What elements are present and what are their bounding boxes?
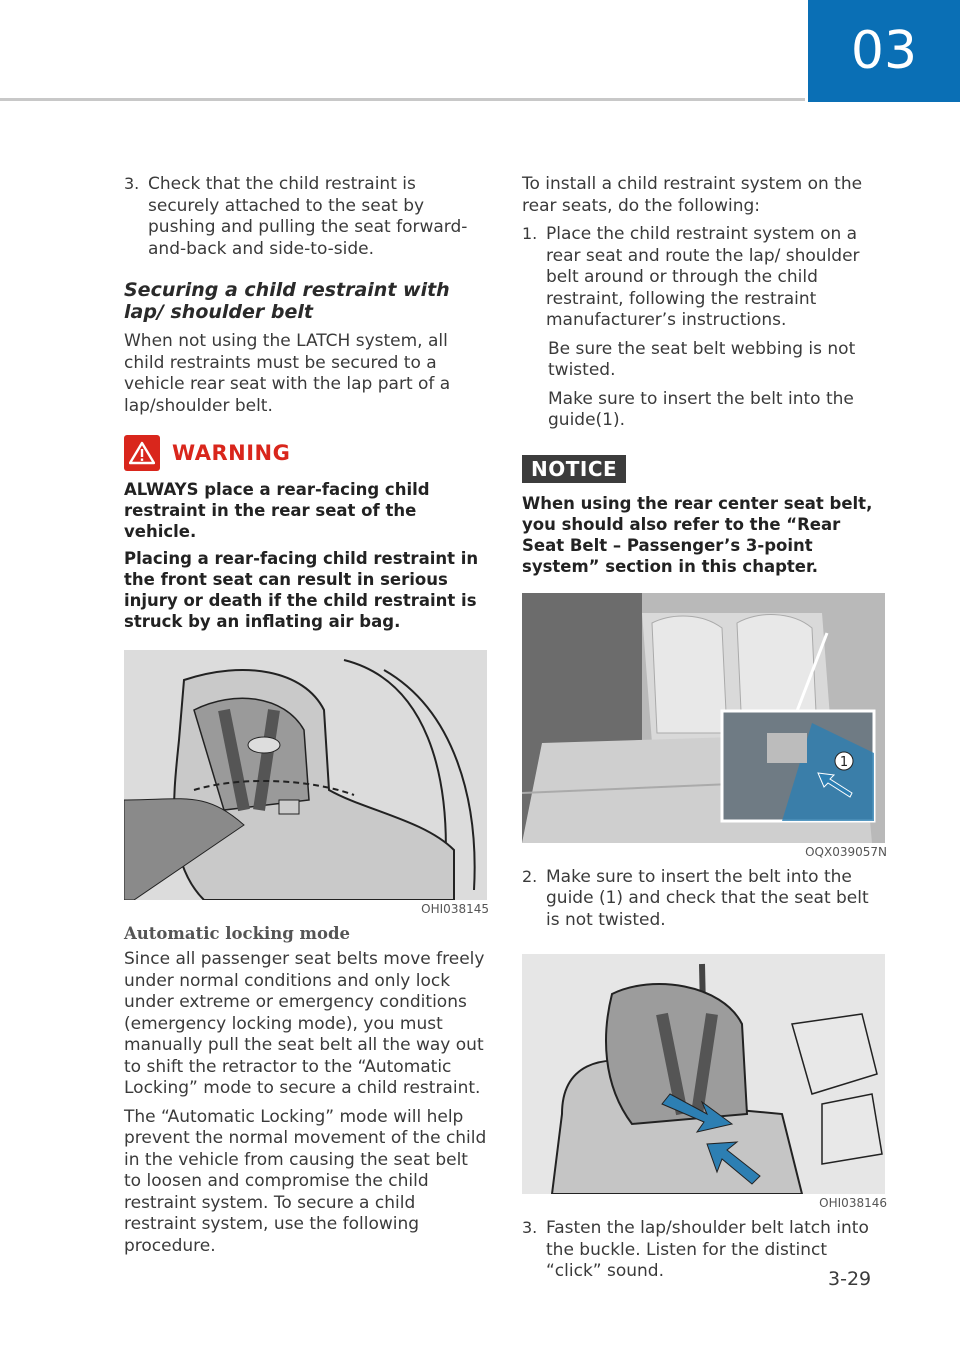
notice-text: When using the rear center seat belt, you should also refer to the “Rear Seat Belt – Passenger’s 3-point system” section in this chapter. [522,493,873,576]
subsection-title: Automatic locking mode [124,924,351,943]
step-text: Fasten the lap/shoulder belt latch into the buckle. Listen for the distinct “click” sound. [546,1218,869,1281]
rear-seat-photo [522,593,885,843]
paragraph-1: Since all passenger seat belts move freely under normal conditions and only lock under extreme or emergency conditions (emergency locking mode), you must manually pull the seat belt all the way out to shift the retractor to the “Automatic Locking” mode to secure a child restraint. [124,949,485,1098]
figure-code: OHI038146 [819,1196,887,1210]
child-seat-illustration [124,650,487,900]
section-body: When not using the LATCH system, all child restraints must be secured to a vehicle rear seat with the lap part of a lap/shoulder belt. [124,331,451,416]
step-3-left [124,174,489,267]
step-1-note-1: Be sure the seat belt webbing is not twisted. [548,338,856,380]
step-number: 1. [522,224,538,243]
step-text: Place the child restraint system on a rear seat and route the lap/ shoulder belt around or through the child restraint, following the restraint manufacturer’s instructions. [546,224,860,330]
step-text: Make sure to insert the belt into the guide (1) and check that the seat belt is not twisted. [546,866,869,930]
step-2 [522,867,887,939]
warning-text-1: ALWAYS place a rear-facing child restraint in the rear seat of the vehicle. [124,480,430,541]
callout-number: 1 [839,754,849,770]
section-title: Securing a child restraint with lap/ shoulder belt [124,279,450,323]
page-number: 3-29 [828,1268,872,1290]
warning-title: WARNING [172,441,291,465]
notice-badge: NOTICE [522,455,626,483]
warning-header [124,435,489,471]
left-column [124,174,489,1264]
figure-code: OHI038145 [421,902,489,916]
warning-text-2: Placing a rear-facing child restraint in the front seat can result in serious injury or death if the child restraint is struck by an inflating air bag. [124,549,479,631]
header-rule [0,98,805,101]
step-number: 2. [522,866,538,886]
step-number: 3. [124,174,140,193]
warning-triangle-icon [124,435,160,471]
right-column [522,174,887,1290]
step-number: 3. [522,1218,538,1237]
step-1 [522,224,887,339]
chapter-tab: 03 [808,0,960,102]
intro-text: To install a child restraint system on the rear seats, do the following: [522,174,863,216]
paragraph-2: The “Automatic Locking” mode will help prevent the normal movement of the child in the vehicle from causing the seat belt to loosen and compromise the child restraint system. To secure a child restraint system, use the following procedure. [124,1106,487,1256]
buckle-illustration [522,954,885,1194]
step-1-note-2: Make sure to insert the belt into the guide(1). [548,388,854,430]
figure-code: OQX039057N [805,844,887,859]
step-text: Check that the child restraint is securely attached to the seat by pushing and pulling the seat forward-and-back and side-to-side. [148,174,468,259]
